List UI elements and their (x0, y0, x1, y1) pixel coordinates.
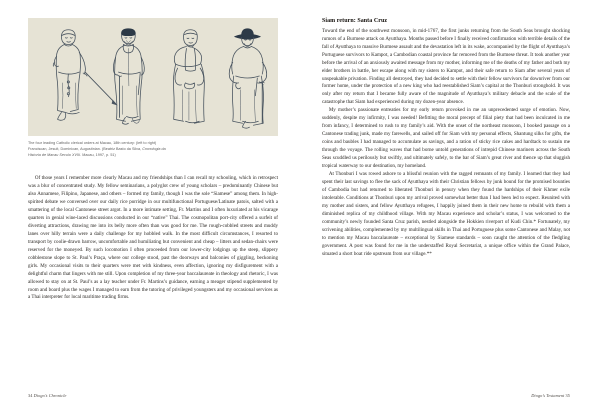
paragraph: At Thonburi I was rowed ashore to a blissful reunion with the ragged remnants of my family. I learned that they had spent their last savings to flee the sack of Ayutthaya with their Christian fellows by junk bound for the promised bounties of Cambodia but had returned to liberated Thonburi in penury when they found the hardships of their Khmer exile intolerable. Conditions at Thonburi upon my arrival proved somewhat better than I had been led to expect. Reunited with my mother and sisters, and fellow Ayutthaya refugees, I happily joined them in their new home to rebuild with them a diminished replica of my childhood village. With my Macau experience and scholar’s status, I was welcomed to the community’s newly founded Santa Cruz parish, nestled alongside the Hokkien riverport of Kudi Chin.* Fortunately, my scrivening abilities, complemented by my multilingual skills in Thai and Portuguese plus some Cantonese and Malay, not to mention my Macau baccalaureate – exceptional by Siamese standards – soon caught the attention of the fledgling government. A post was found for me in the understaffed Royal Secretariat, a unique office within the Grand Palace, situated a short boat ride upstream from our village.** (322, 171, 570, 257)
figure-caption-line-2: Franciscan, Jesuit, Dominican, Augustinian. (Beatriz Basto da Silva, Cronologia da (28, 146, 166, 151)
folio-left (28, 393, 67, 398)
figure-caption-line-3: Historia de Macau Seculo XVIII. Macau, 1997, p. 51) (28, 152, 116, 157)
figure-clerical-orders (28, 18, 278, 159)
folio-page-number: 34 (28, 393, 33, 398)
section-title: Siam return: Santa Cruz (322, 18, 388, 24)
left-page-body (28, 175, 278, 303)
folio-right (531, 393, 570, 398)
paragraph: Of those years I remember more clearly Macau and my friendships than I can recall my schooling, which in retrospect was a blur of concentrated study. My fellow seminarians, a polyglot crew of young scholars – predominantly Chinese but also Annamese, Filipino, Japanese, and others – formed my family, though I was the sole “Siamese” among them. In high-spirited debate we conversed over our daily rice porridge in our multifunctional Portuguese/Latinate patois, salted with a smattering of the local Cantonese street argot. In a more intimate setting, Fr. Martins and I often luxuriated at his vicarage quarters in genial wine-laced discussions conducted in our “native” Thai. The cosmopolitan port-city offered a surfeit of diverting attractions, drawing me into its belly more often than was good for me. The rough-cobbled streets and muddy lanes over hilly terrain were a daily challenge for my hobbled walk. In the most difficult circumstances, I resorted to transport by coolie-drawn barrow, uncomfortable and humiliating but convenient and cheap – litters and sedan-chairs were reserved for the moneyed. By such locomotion I often proceeded from our lower-city lodgings up the steep, slippery cobblestone slope to St. Paul’s Praça, where our college stood, past the doorways and balconies of giggling, beckoning girls. My occasional visits to their quarters were met with kindness, even affection, ignoring my disfigurement with a delightful charm that lingers with me still. Upon completion of my three-year baccalaureate in theology and rhetoric, I was allowed to stay on at St. Paul’s as a lay teacher under Fr. Martins’s guidance, earning a meager stipend supplemented by room and board plus the wages I managed to earn from the tutoring of privileged youngsters and my occasional services as a Thai interpreter for local maritime trading firms. (28, 174, 278, 301)
figure-prose-spacer (28, 163, 278, 175)
right-page-body (322, 28, 570, 259)
folio-running-title: Diogo’s Testament (531, 393, 565, 398)
folio-page-number: 35 (565, 393, 570, 398)
paragraph: My mother’s passionate entreaties for my early return provoked in me an unprecedented surge of emotion. Now, suddenly, despite my infirmity, I was needed! Befitting the moral precept of filial piety that had been inculcated in me from infancy, I determined to rush to my family’s aid. With the onset of the northeast monsoon, I booked passage on a Cantonese trading junk, made my farewells, and sailed off for Siam with my personal effects, Shantung silks for gifts, the coins and baubles I had managed to accumulate as savings, and a ration of sticky rice cakes and hardtack to sustain me through the voyage. The rolling waves that had borne untold generations of intrepid Chinese mariners across the South Seas scuddled us perilously but swiftly, and ultimately safely, to the bar of Siam’s great river and thence up that sluggish tropical waterway to our destination, my homeland. (322, 107, 570, 170)
folio-running-title: Diogo’s Chronicle (33, 393, 67, 398)
right-page (300, 0, 600, 410)
figure-caption (28, 141, 278, 159)
four-clerics-illustration (28, 18, 278, 136)
paragraph: Toward the end of the southwest monsoon, in mid-1767, the first junks returning from the South Seas brought shocking rumors of a Burmese attack on Ayutthaya. Months passed before I finally received confirmation with terrible details of the fall of Ayutthaya to massive Burmese assault and the devastation left in its wake, accompanied by the flight of Ayutthaya’s Portuguese survivors to Kampot, a Cambodian coastal province far removed from the Burmese threat. It took another year before the arrival of an anxiously awaited message from my mother, informing me of the deaths of my father and both my elder brothers in battle, her escape along with my sisters to Kampot, and their safe return to Siam after several years of unspeakable privation. Finding all destroyed, they had decided to settle with their fellow survivors far downriver from our former home, under the protection of a new king who had reestablished Siam’s capital at the Thonburi stronghold. It was only after my return that I became fully aware of the magnitude of Ayutthaya’s military debacle and the scale of the catastrophe that Siam had experienced during my dozen-year absence. (322, 27, 570, 106)
figure-caption-line-1: The four leading Catholic clerical orders at Macau, 18th century: (left to right) (28, 141, 157, 145)
figure-image-plate (28, 18, 278, 136)
